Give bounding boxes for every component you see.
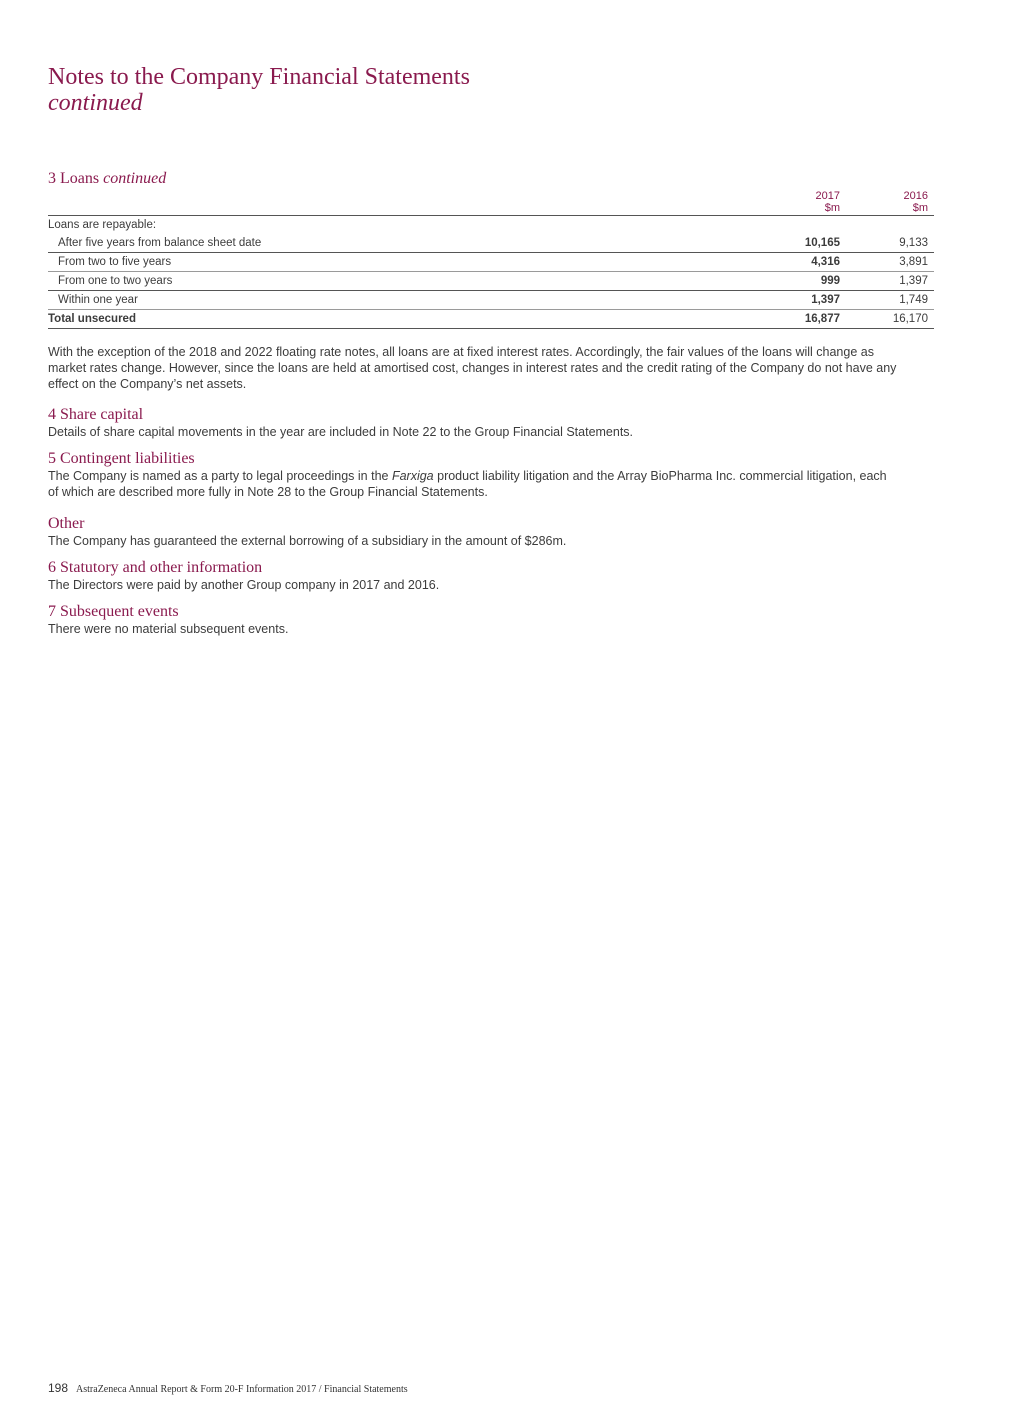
row-value-2017: 999 (758, 272, 846, 291)
other-section (48, 515, 898, 549)
row-value-2016: 1,397 (846, 272, 934, 291)
footer-text: AstraZeneca Annual Report & Form 20-F Information 2017 / Financial Statements (76, 1384, 408, 1395)
column-year-2017: 2017 (815, 190, 840, 202)
row-value-2017: 1,397 (758, 291, 846, 310)
statutory-section (48, 559, 898, 593)
total-value-2017: 16,877 (758, 310, 846, 329)
table-row (48, 234, 934, 253)
row-label: After five years from balance sheet date (48, 234, 758, 253)
empty-cell (758, 216, 846, 235)
row-value-2016: 3,891 (846, 253, 934, 272)
statutory-heading: 6 Statutory and other information (48, 559, 263, 576)
subsequent-events-heading: 7 Subsequent events (48, 603, 179, 620)
loans-paragraph-block (48, 344, 898, 392)
other-heading: Other (48, 515, 85, 532)
loans-paragraph: With the exception of the 2018 and 2022 floating rate notes, all loans are at fixed interest rates. Accordingly, the fair values of the loans will change as market rates change. However, since the loans are held at amortised cost, changes in interest rates and the credit rating of the Company do not have any effect on the Company’s net assets. (48, 345, 897, 391)
contingent-liabilities-heading: 5 Contingent liabilities (48, 450, 195, 467)
table-row (48, 272, 934, 291)
loans-heading (48, 170, 934, 188)
row-label: Within one year (48, 291, 758, 310)
column-header-2017 (758, 190, 846, 216)
farxiga-product-name: Farxiga (391, 469, 434, 483)
row-value-2017: 10,165 (758, 234, 846, 253)
total-value-2016: 16,170 (846, 310, 934, 329)
page-subtitle: continued (48, 90, 143, 116)
column-year-2016: 2016 (903, 190, 928, 202)
share-capital-section (48, 406, 898, 440)
column-unit-2017: $m (824, 202, 840, 214)
total-label: Total unsecured (48, 310, 758, 329)
page-number: 198 (48, 1381, 69, 1395)
table-row (48, 291, 934, 310)
share-capital-text: Details of share capital movements in the year are included in Note 22 to the Group Financial Statements. (48, 425, 634, 439)
page-title: Notes to the Company Financial Statements (48, 64, 470, 90)
empty-cell (846, 216, 934, 235)
statutory-text: The Directors were paid by another Group company in 2017 and 2016. (48, 578, 440, 592)
contingent-text-before: The Company is named as a party to legal proceedings in the (48, 469, 392, 483)
contingent-text-after: product liability litigation and the Array BioPharma Inc. commercial litigation, each of which are described more fully in Note 28 to the Group Financial Statements. (48, 469, 887, 499)
contingent-liabilities-text (48, 468, 898, 500)
other-text: The Company has guaranteed the external borrowing of a subsidiary in the amount of $286m. (48, 534, 567, 548)
loans-heading-suffix: continued (103, 170, 167, 187)
subsequent-events-text: There were no material subsequent events. (48, 622, 289, 636)
total-row (48, 310, 934, 329)
page-header (48, 64, 470, 116)
table-header-label (48, 190, 758, 216)
table-header-row (48, 190, 934, 216)
loans-section (48, 170, 934, 329)
column-header-2016 (846, 190, 934, 216)
row-value-2016: 1,749 (846, 291, 934, 310)
column-unit-2016: $m (912, 202, 928, 214)
row-label: From two to five years (48, 253, 758, 272)
share-capital-heading: 4 Share capital (48, 406, 144, 423)
row-value-2016: 9,133 (846, 234, 934, 253)
subsequent-events-section (48, 603, 898, 637)
intro-label: Loans are repayable: (48, 219, 157, 231)
row-label: From one to two years (48, 272, 758, 291)
row-value-2017: 4,316 (758, 253, 846, 272)
table-row (48, 253, 934, 272)
loans-table (48, 190, 934, 329)
contingent-liabilities-section (48, 450, 898, 500)
table-row (48, 216, 934, 235)
loans-heading-number: 3 Loans (48, 170, 100, 187)
page-footer (48, 1381, 408, 1395)
